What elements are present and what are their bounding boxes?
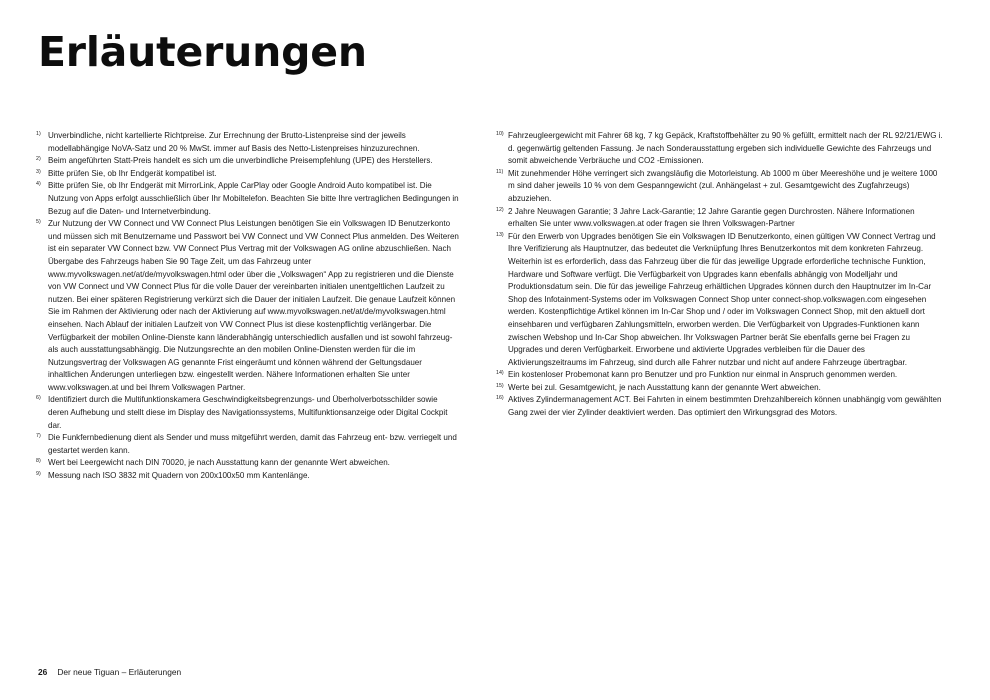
footnote-number: 11): [496, 168, 504, 175]
footnote-number: 4): [36, 181, 41, 188]
footnote-text: Zur Nutzung der VW Connect und VW Connect Plus Leistungen benötigen Sie ein Volkswagen ID Benutzerkonto und müssen sich mit Benutzername und Passwort bei VW Connect und VW Connect Plus anmelden. Des Weiteren ist ein separater VW Connect bzw. VW Connect Plus Vertrag mit der Volkswagen AG online abzuschließen. Nach Übergabe des Fahrzeugs haben Sie 90 Tage Zeit, um das Fahrzeug unter www.myvolkswagen.net/at/de/myvolkswagen.html oder über die „Volkswagen“ App zu registrieren und die Dienste von VW Connect und VW Connect Plus für die volle Dauer der vereinbarten initialen unentgeltlichen Laufzeit zu nutzen. Bei einer späteren Registrierung verkürzt sich die Dauer der initialen Laufzeit. Die genaue Laufzeit können Sie im Rahmen der Aktivierung oder nach der Aktivierung auf www.myvolkswagen.net/at/de/myvolkswagen.html einsehen. Nach Ablauf der initialen Laufzeit von VW Connect Plus ist diese kostenpflichtig verlängerbar. Die Verfügbarkeit der mobilen Online-Dienste kann länderabhängig unterschiedlich ausfallen und ist sowohl fahrzeug- als auch ausstattungsabhängig. Die Nutzungsrechte an den mobilen Online-Diensten werden für die im Nutzungsvertrag der Volkswagen AG genannte Frist eingeräumt und können während der Geltungsdauer inhaltlichen Änderungen unterliegen bzw. eingestellt werden. Nähere Informationen erhalten Sie unter www.volkswagen.at und bei Ihrem Volkswagen Partner.: [48, 219, 459, 392]
footnote-number: 15): [496, 382, 504, 389]
footnote-text: Ein kostenloser Probemonat kann pro Benutzer und pro Funktion nur einmal in Anspruch genommen werden.: [508, 370, 898, 380]
footnote-number: 8): [36, 458, 41, 465]
footnote-text: Werte bei zul. Gesamtgewicht, je nach Ausstattung kann der genannte Wert abweichen.: [508, 382, 821, 392]
footnote: [36, 180, 459, 218]
footnote: [496, 130, 944, 168]
footnote-number: 2): [36, 156, 41, 163]
footnote-number: 9): [36, 471, 41, 478]
footnote: [496, 206, 944, 231]
footnote-number: 7): [36, 433, 41, 440]
footnote: [496, 382, 944, 395]
page-title: Erläuterungen: [38, 28, 367, 76]
footnote-text: Bitte prüfen Sie, ob Ihr Endgerät kompatibel ist.: [48, 168, 217, 178]
footnote: [36, 155, 459, 168]
footnotes-right-column: [496, 130, 944, 420]
footnote-text: 2 Jahre Neuwagen Garantie; 3 Jahre Lack-Garantie; 12 Jahre Garantie gegen Durchrosten. Nähere Informationen erhalten Sie unter www.volkswagen.at oder fragen sie Ihren Volkswagen-Partner: [508, 206, 915, 229]
footnote-text: Unverbindliche, nicht kartellierte Richtpreise. Zur Errechnung der Brutto-Listenpreise sind der jeweils modellabhängige NoVA-Satz und 20 % MwSt. immer auf Basis des Netto-Listenpreises hinzuzurechnen.: [48, 131, 420, 153]
footnote: [36, 168, 459, 181]
footnote-number: 14): [496, 370, 504, 377]
page-number: 26: [38, 667, 48, 677]
footnote: [496, 369, 944, 382]
page-footer: [38, 667, 181, 677]
footnote-number: 10): [496, 131, 504, 137]
footnote: [496, 231, 944, 370]
footer-label: Der neue Tiguan – Erläuterungen: [57, 667, 182, 677]
footnote-text: Wert bei Leergewicht nach DIN 70020, je nach Ausstattung kann der genannte Wert abweichen.: [48, 458, 390, 468]
footnote: [36, 470, 459, 483]
footnote: [36, 432, 459, 457]
footnote: [496, 394, 944, 419]
footnote-number: 1): [36, 131, 41, 137]
footnote-text: Aktives Zylindermanagement ACT. Bei Fahrten in einem bestimmten Drehzahlbereich können unabhängig vom gewählten Gang zwei der vier Zylinder deaktiviert werden. Das optimiert den Wirkungsgrad des Motors.: [508, 395, 942, 418]
footnote-number: 5): [36, 219, 41, 226]
footnote-number: 13): [496, 231, 504, 238]
footnote: [496, 168, 944, 206]
footnote: [36, 218, 459, 394]
footnote: [36, 394, 459, 432]
footnote: [36, 130, 459, 155]
footnote: [36, 457, 459, 470]
footnote-number: 12): [496, 206, 504, 213]
footnote-text: Für den Erwerb von Upgrades benötigen Sie ein Volkswagen ID Benutzerkonto, einen gültigen VW Connect Vertrag und Ihre Verifizierung als Hauptnutzer, das bedeutet die Verknüpfung Ihres Benutzerkontos mit dem konkreten Fahrzeug. Weiterhin ist es erforderlich, dass das Fahrzeug über die für das jeweilige Upgrade erforderliche technische Funktion, Hardware und Software verfügt. Die Verfügbarkeit von Upgrades kann ebenfalls abhängig von Modelljahr und Produktionsdatum sein. Die für das jeweilige Fahrzeug erhältlichen Upgrades können durch den Hauptnutzer im In-Car Shop des Infotainment-Systems oder im Volkswagen Connect Shop unter connect-shop.volkswagen.com eingesehen werden. Kostenpflichtige Artikel können im In-Car Shop und / oder im Volkswagen Connect Shop, mit den aktuell dort einsehbaren und verfügbaren Zahlungsmitteln, erworben werden. Die Verfügbarkeit von Upgrades-Funktionen kann zwischen Webshop und In-Car Shop abweichen. Ihr Volkswagen Partner berät Sie ebenfalls gerne bei Fragen zu Upgrades und deren Verfügbarkeit. Erworbene und aktivierte Upgrades verbleiben für die Dauer des Aktivierungszeitraums im Fahrzeug, sind durch alle Fahrer nutzbar und nicht auf andere Fahrzeuge übertragbar.: [508, 231, 936, 367]
footnote-text: Bitte prüfen Sie, ob Ihr Endgerät mit MirrorLink, Apple CarPlay oder Google Android Auto kompatibel ist. Die Nutzung von Apps erfolgt ausschließlich über Ihr Mobiltelefon. Beachten Sie bitte Ihre vertraglichen Bedingungen in Bezug auf die Daten- und Internetverbindung.: [48, 181, 459, 216]
footnote-text: Messung nach ISO 3832 mit Quadern von 200x100x50 mm Kantenlänge.: [48, 471, 310, 481]
footnote-text: Beim angeführten Statt-Preis handelt es sich um die unverbindliche Preisempfehlung (UPE) des Herstellers.: [48, 156, 433, 166]
footnote-number: 3): [36, 168, 41, 175]
footnote-text: Mit zunehmender Höhe verringert sich zwangsläufig die Motorleistung. Ab 1000 m über Meereshöhe und je weitere 1000 m sind daher jeweils 10 % von dem Gespanngewicht (zul. Anhängelast + zul. Gesamtgewicht des Zugfahrzeugs) abzuziehen.: [508, 168, 938, 203]
footnotes-left-column: [36, 130, 459, 483]
footnote-number: 6): [36, 395, 41, 402]
footnote-text: Die Funkfernbedienung dient als Sender und muss mitgeführt werden, damit das Fahrzeug ent- bzw. verriegelt und gestartet werden kann.: [48, 433, 457, 455]
footnote-text: Identifiziert durch die Multifunktionskamera Geschwindigkeitsbegrenzungs- und Überholverbotsschilder sowie deren Aufhebung und stellt diese im Display des Navigationssystems, Multifunktionsanzeige oder Digital Cockpit dar.: [48, 395, 448, 430]
footnote-number: 16): [496, 395, 504, 402]
footnote-text: Fahrzeugleergewicht mit Fahrer 68 kg, 7 kg Gepäck, Kraftstoffbehälter zu 90 % gefüllt, ermittelt nach der RL 92/21/EWG i. d. gegenwärtig geltenden Fassung. Je nach Sonderausstattung ergeben sich individuelle Gewichte des Fahrzeugs und somit abweichende Verbräuche und CO2 -Emissionen.: [508, 131, 943, 166]
